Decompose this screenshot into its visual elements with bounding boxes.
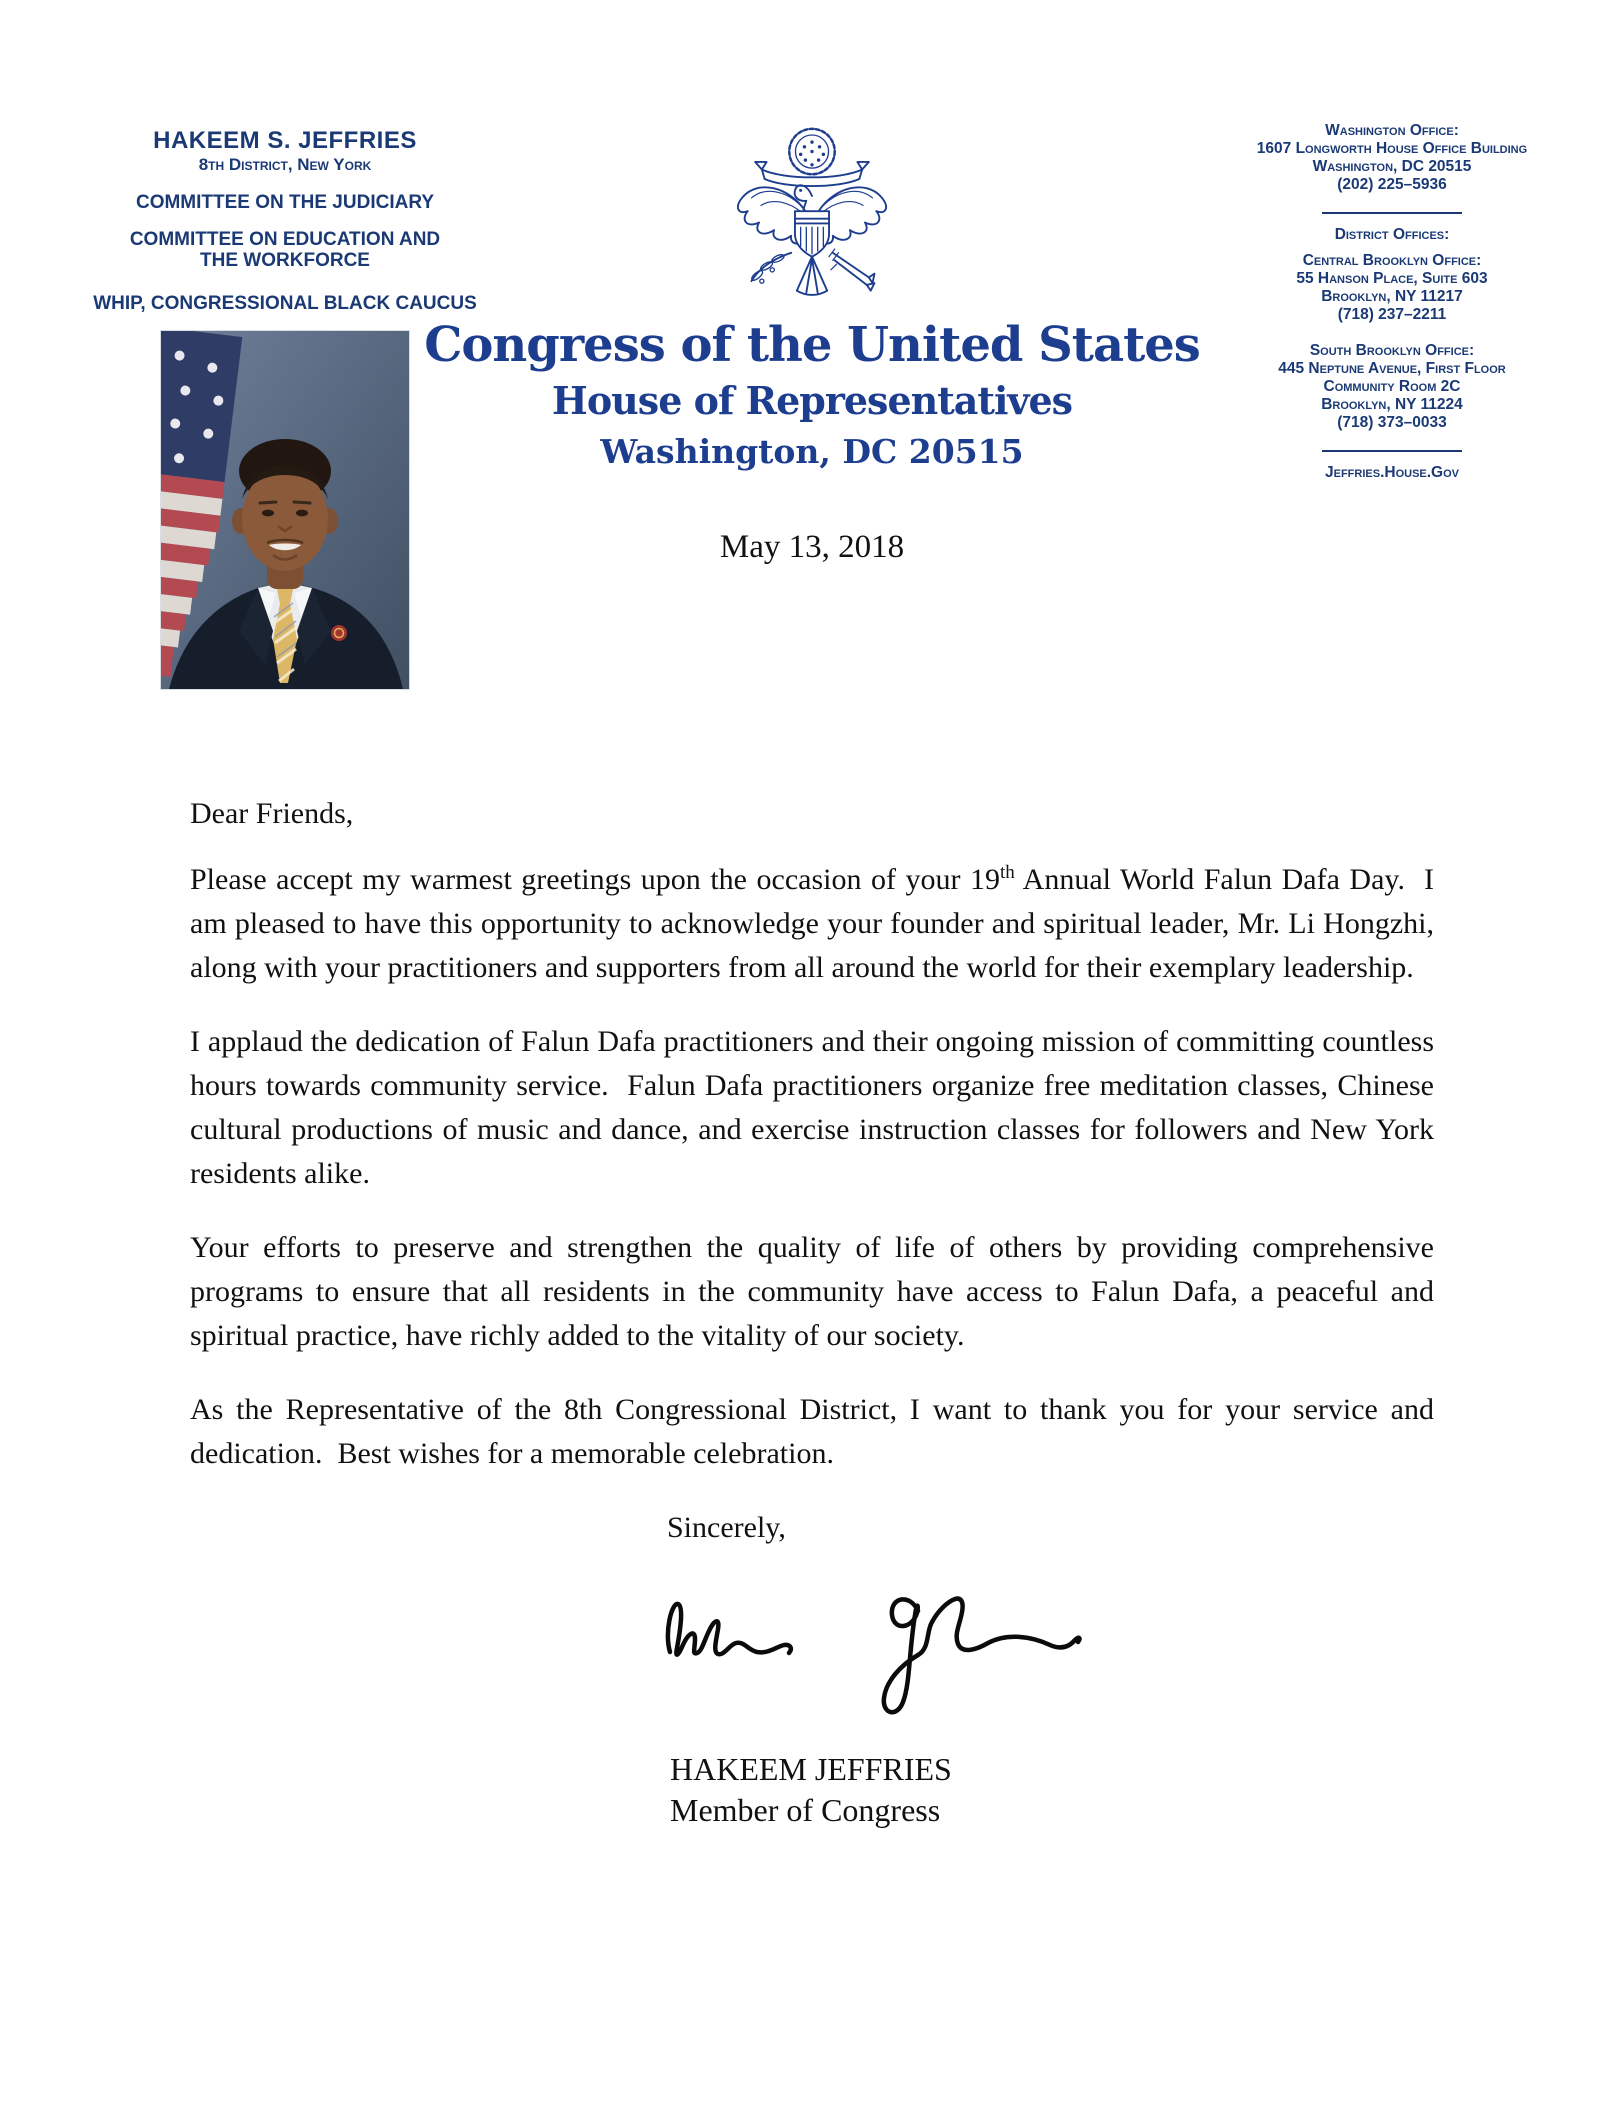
office-phone: (718) 373–0033 — [1337, 414, 1447, 431]
signature-block — [670, 1749, 1434, 1831]
office-address-line: 1607 Longworth House Office Building — [1256, 140, 1528, 157]
member-name: HAKEEM S. JEFFRIES — [153, 127, 417, 154]
ordinal-superscript: th — [1000, 862, 1015, 883]
committee-line: THE WORKFORCE — [200, 250, 370, 271]
office-address-line: 55 Hanson Place, Suite 603 — [1296, 270, 1488, 287]
washington-office-block — [1230, 122, 1554, 194]
office-phone: (202) 225–5936 — [1337, 176, 1447, 193]
masthead-house: House of Representatives — [551, 378, 1073, 423]
office-phone: (718) 237–2211 — [1337, 306, 1447, 323]
south-brooklyn-office-block — [1230, 342, 1554, 432]
divider-rule — [1322, 450, 1462, 452]
office-address-line: Brooklyn, NY 11217 — [1321, 288, 1463, 305]
masthead-column — [412, 126, 1212, 472]
signer-name: HAKEEM JEFFRIES — [670, 1751, 952, 1787]
office-address-line: Brooklyn, NY 11224 — [1321, 396, 1463, 413]
member-district: 8th District, New York — [198, 155, 372, 174]
offices-column — [1230, 122, 1554, 482]
office-label: Washington Office: — [1325, 122, 1459, 139]
office-address-line: Community Room 2C — [1323, 378, 1461, 395]
paragraph-4: As the Representative of the 8th Congressional District, I want to thank you for your service and dedication. Best wishes for a memorable celebration. — [190, 1393, 1442, 1470]
website-text: Jeffries.House.Gov — [1325, 464, 1459, 481]
letter-body — [190, 792, 1442, 1831]
letter-date: May 13, 2018 — [719, 529, 905, 565]
paragraph-3: Your efforts to preserve and strengthen the quality of life of others by providing comprehensive programs to ensure that all residents in the community have access to Falun Dafa, a peaceful and spiritual practice, have richly added to the vitality of our society. — [190, 1231, 1442, 1352]
office-address-line: 445 Neptune Avenue, First Floor — [1278, 360, 1506, 377]
office-address-line: Washington, DC 20515 — [1312, 158, 1472, 175]
portrait-graphic — [161, 331, 409, 689]
committee-line: WHIP, CONGRESSIONAL BLACK CAUCUS — [93, 293, 477, 314]
masthead-congress: Congress of the United States — [424, 317, 1200, 373]
signature-graphic — [660, 1588, 1090, 1723]
central-brooklyn-office-block — [1230, 252, 1554, 324]
office-label: South Brooklyn Office: — [1309, 342, 1475, 359]
paragraph-1-text: Annual World Falun Dafa Day. I am pleased to have this opportunity to acknowledge your founder and spiritual leader, Mr. Li Hongzhi, along with your practitioners and supporters from all around the world for their exemplary leadership. — [190, 863, 1442, 984]
district-offices-label: District Offices: — [1334, 226, 1450, 243]
divider-rule — [1322, 212, 1462, 214]
closing: Sincerely, — [667, 1511, 786, 1544]
committee-line: COMMITTEE ON EDUCATION AND — [129, 229, 441, 250]
paragraph-1-text: Please accept my warmest greetings upon the occasion of your 19 — [190, 863, 1001, 896]
signer-title: Member of Congress — [670, 1792, 941, 1828]
committee-line: COMMITTEE ON THE JUDICIARY — [135, 192, 435, 213]
portrait-photo — [160, 330, 410, 690]
salutation: Dear Friends, — [190, 797, 354, 830]
paragraph-2: I applaud the dedication of Falun Dafa practitioners and their ongoing mission of committing countless hours towards community service. Falun Dafa practitioners organize free meditation classes, Chinese cultural productions of music and dance, and exercise instruction classes for followers and New York residents alike. — [190, 1025, 1442, 1190]
congressional-seal-icon — [717, 126, 907, 307]
office-label: Central Brooklyn Office: — [1302, 252, 1482, 269]
masthead-city: Washington, DC 20515 — [600, 432, 1024, 471]
paragraph-1 — [190, 858, 1442, 990]
